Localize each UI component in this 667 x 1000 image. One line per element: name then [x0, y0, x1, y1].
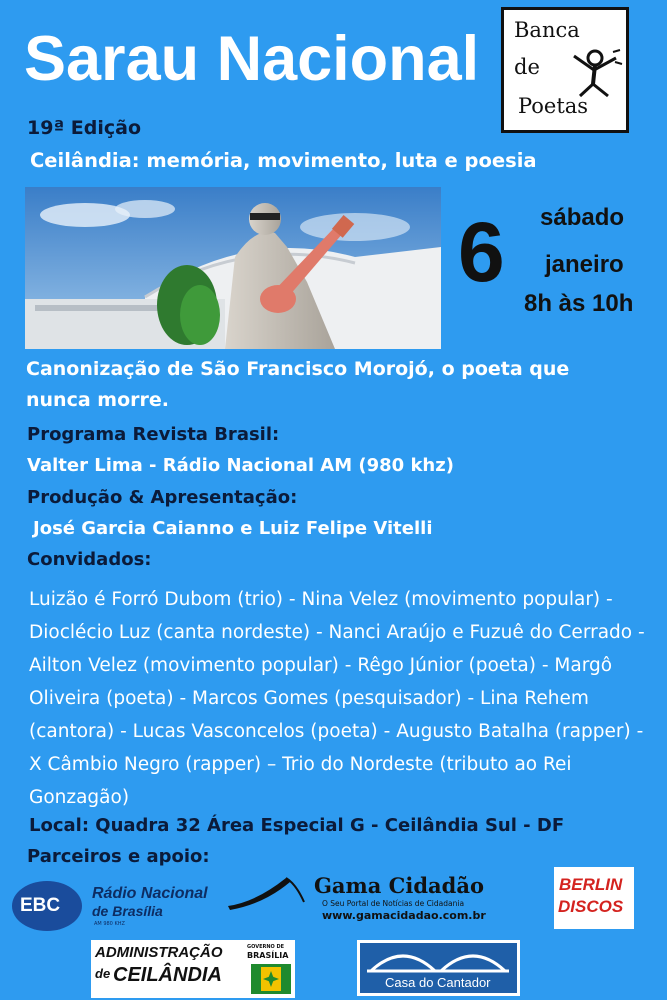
berlin-discos-logo — [554, 867, 634, 929]
gov-line-1: GOVERNO DE — [247, 944, 285, 950]
ebc-line-3: AM 980 KHZ — [94, 921, 125, 927]
gov-line-2: BRASÍLIA — [247, 951, 289, 960]
canonization-text: Canonização de São Francisco Morojó, o poeta que nunca morre. — [26, 358, 570, 411]
gama-tagline: O Seu Portal de Notícias de Cidadania — [322, 899, 465, 908]
guests-label: Convidados: — [27, 549, 152, 570]
partners-label: Parceiros e apoio: — [27, 846, 210, 867]
logo-line-1: Banca — [514, 18, 580, 42]
gama-swoosh-icon — [226, 872, 306, 912]
admin-line-1: ADMINISTRAÇÃO — [95, 944, 223, 961]
casa-arches-icon — [363, 945, 513, 975]
gama-url: www.gamacidadao.com.br — [322, 909, 486, 922]
brasilia-flag-icon — [251, 964, 291, 994]
date-day-number: 6 — [458, 205, 505, 299]
berlin-line-1: BERLIN — [559, 875, 623, 894]
admin-line-3: CEILÂNDIA — [113, 964, 222, 986]
gama-name: Gama Cidadão — [314, 873, 484, 898]
logo-line-2: de — [514, 55, 540, 79]
ebc-radio-nacional-logo — [12, 873, 222, 939]
ebc-badge: EBC — [20, 895, 61, 916]
event-title: Sarau Nacional — [24, 24, 480, 94]
program-value: Valter Lima - Rádio Nacional AM (980 khz) — [27, 455, 454, 476]
gama-cidadao-logo — [226, 868, 526, 926]
casa-name: Casa do Cantador — [385, 975, 491, 990]
edition-label: 19ª Edição — [27, 117, 141, 139]
event-theme: Ceilândia: memória, movimento, luta e poesia — [30, 149, 537, 172]
administracao-ceilandia-logo — [91, 940, 295, 998]
casa-do-cantador-logo — [357, 940, 520, 996]
production-value: José Garcia Caianno e Luiz Felipe Vitelli — [33, 518, 433, 539]
ebc-line-1: Rádio Nacional — [92, 885, 208, 902]
berlin-line-2: DISCOS — [558, 897, 624, 916]
statue-photo — [25, 187, 441, 349]
logo-line-3: Poetas — [518, 94, 589, 118]
banca-de-poetas-logo — [501, 7, 629, 133]
admin-line-2: de — [95, 966, 111, 981]
guests-list: Luizão é Forró Dubom (trio) - Nina Velez (movimento popular) - Dioclécio Luz (canta nordeste) - Nanci Araújo e Fuzuê do Cerrado - Ailton Velez (movimento popular) - Rêgo Júnior (poeta) - Margô Oliveira (poeta) - Marcos Gomes (pesquisador) - Lina Rehem (cantora) - Lucas Vasconcelos (poeta) - Augusto Batalha (rapper) - X Câmbio Negro (rapper) – Trio do Nordeste (tributo ao Rei Gonzagão) — [29, 589, 645, 808]
program-label: Programa Revista Brasil: — [27, 424, 280, 445]
date-weekday: sábado — [540, 204, 625, 231]
date-month: janeiro — [545, 251, 624, 278]
ebc-line-2: de Brasília — [92, 903, 163, 919]
dancing-figure-icon — [568, 48, 623, 98]
location-text: Local: Quadra 32 Área Especial G - Ceilândia Sul - DF — [29, 815, 565, 836]
date-time: 8h às 10h — [524, 290, 634, 317]
production-label: Produção & Apresentação: — [27, 487, 298, 508]
